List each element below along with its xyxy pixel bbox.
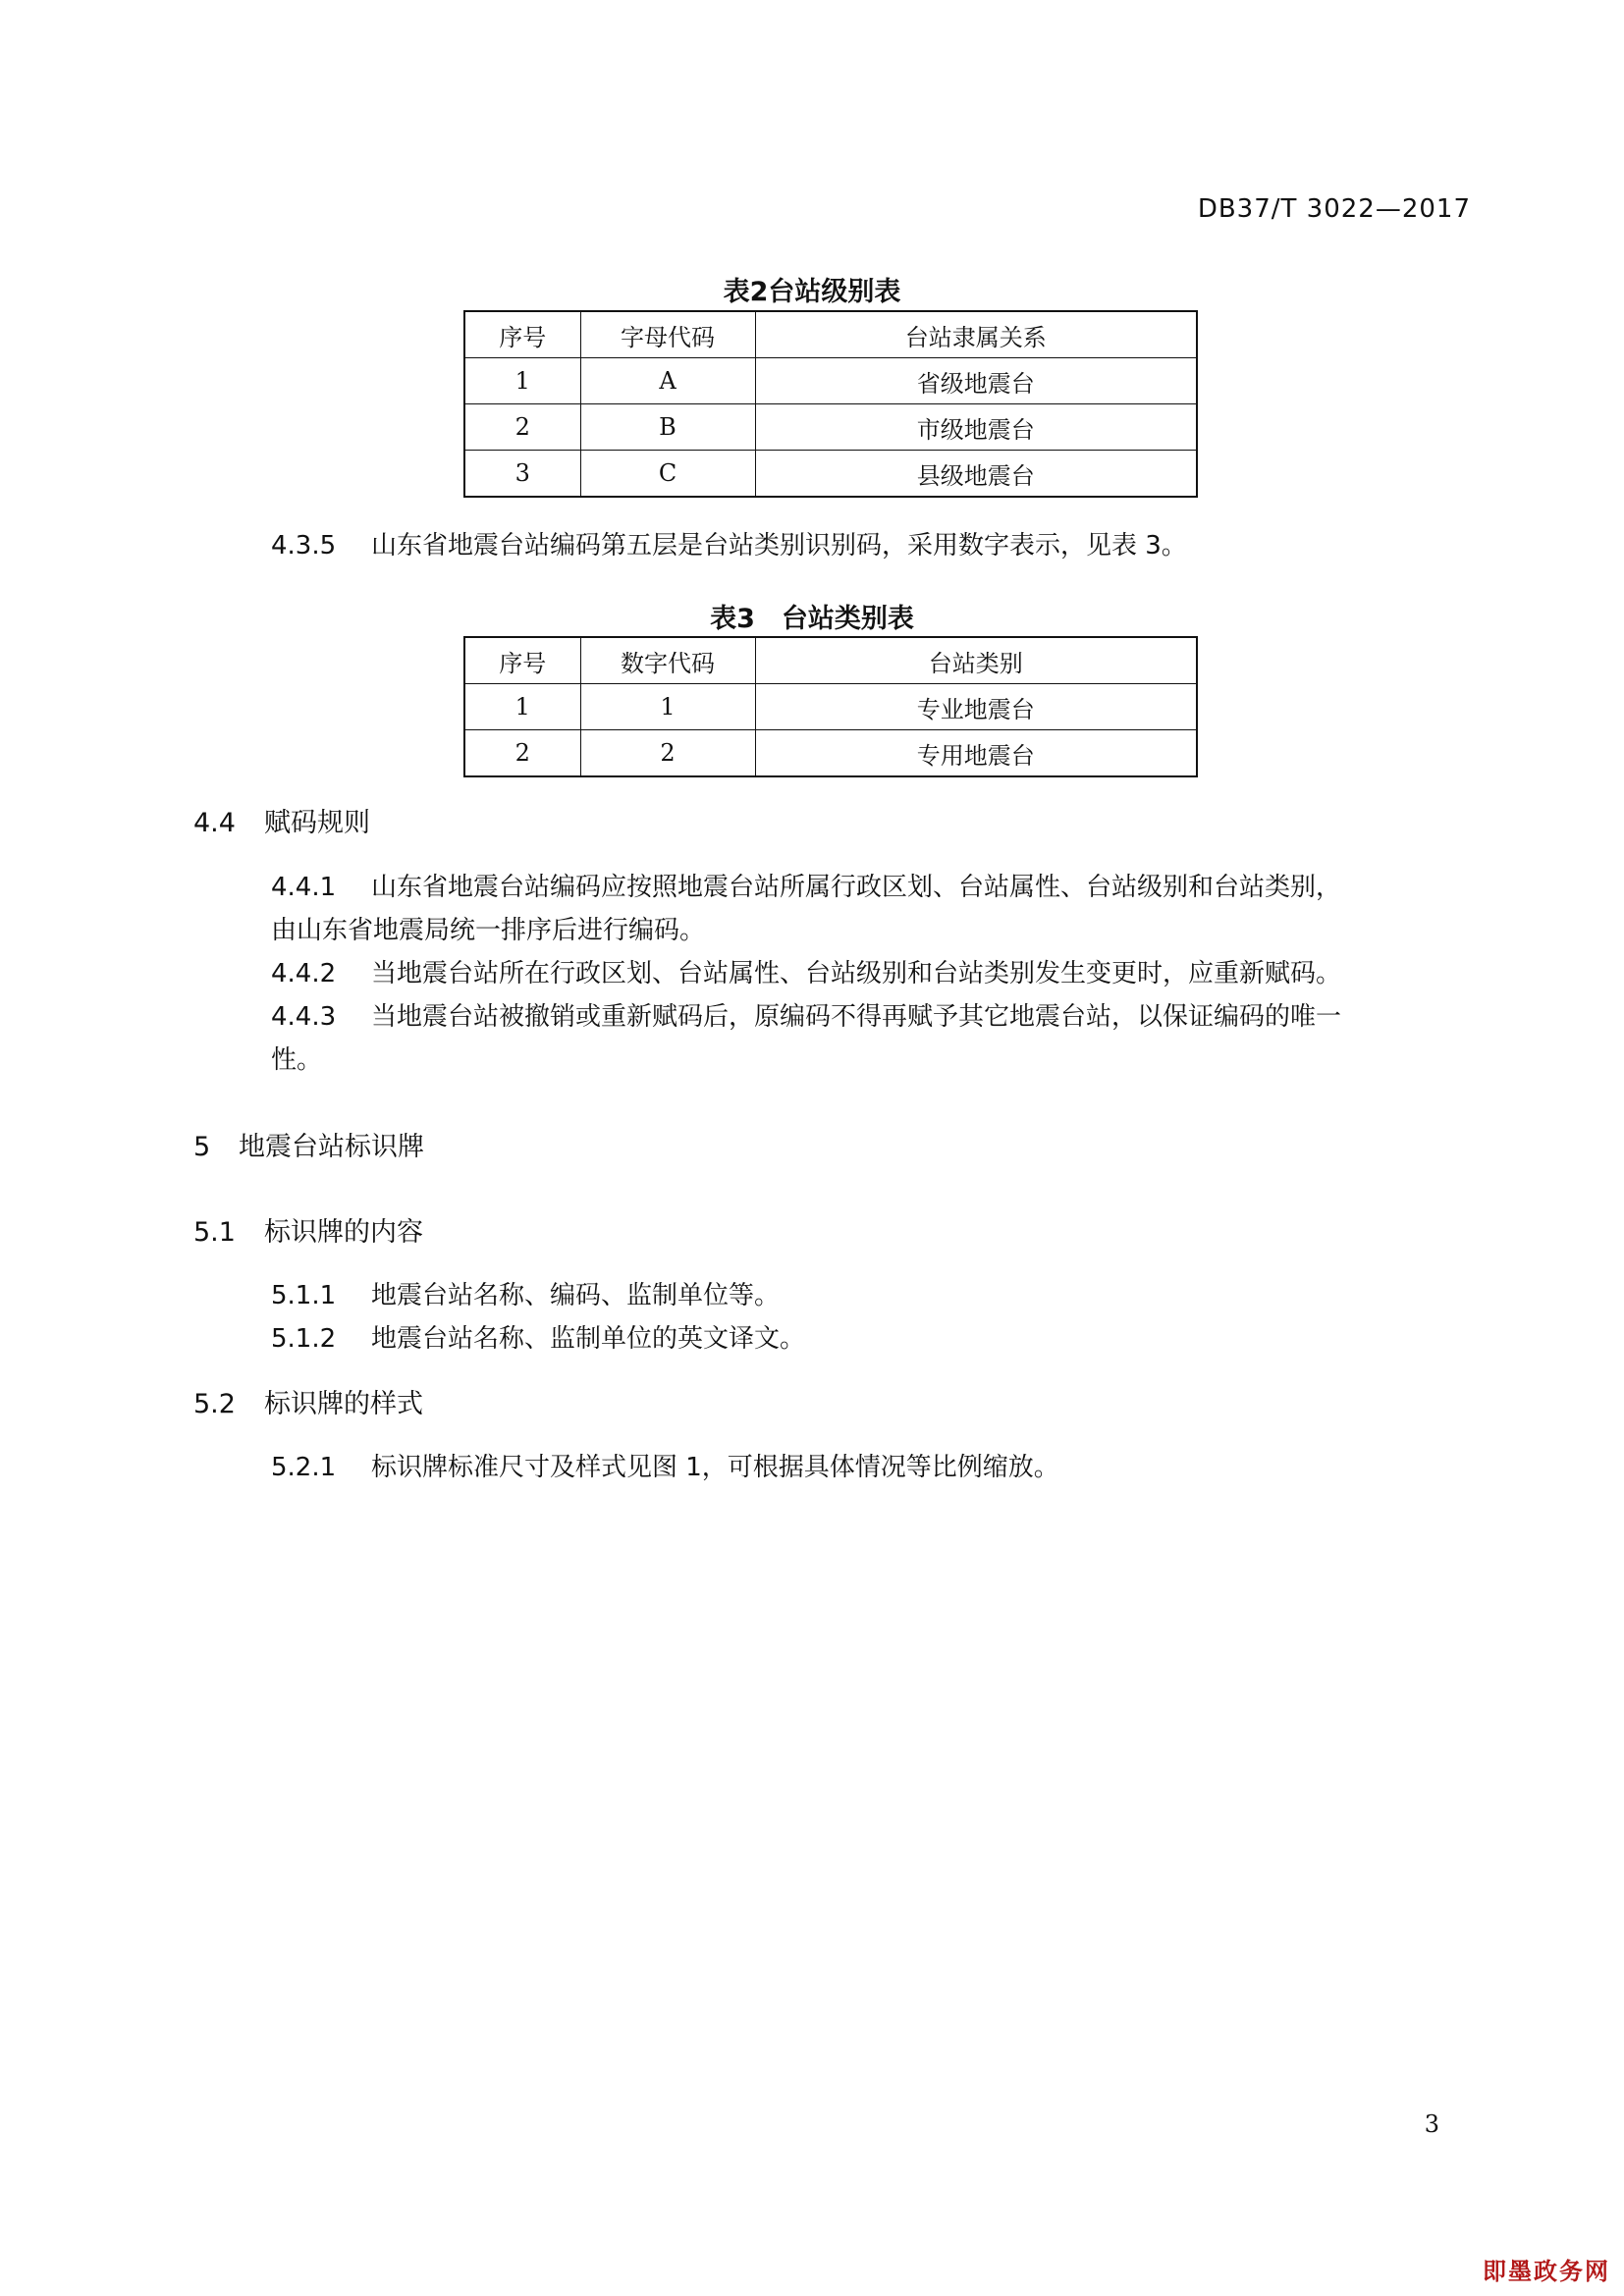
clause-text: 地震台站名称、监制单位的英文译文。 — [371, 1324, 806, 1354]
watermark-logo: 即墨政务网 — [1483, 2258, 1610, 2285]
table-header-cell: 字母代码 — [580, 311, 755, 358]
clause-5-2-1 — [271, 1446, 1059, 1489]
table-header-cell: 序号 — [464, 311, 580, 358]
clause-text: 地震台站名称、编码、监制单位等。 — [371, 1281, 781, 1310]
document-code: DB37/T 3022—2017 — [1197, 194, 1471, 224]
clause-text: 当地震台站被撤销或重新赋码后，原编码不得再赋予其它地震台站，以保证编码的唯一 — [371, 1002, 1342, 1032]
section-title: 地震台站标识牌 — [239, 1132, 424, 1162]
table2-caption: 表2台站级别表 — [723, 277, 901, 307]
table-cell: 专业地震台 — [755, 684, 1197, 730]
clause-4-4-1 — [271, 866, 1341, 909]
clause-5-1-1 — [271, 1274, 780, 1317]
table-cell: 2 — [580, 730, 755, 777]
section-title: 标识牌的内容 — [264, 1217, 423, 1248]
clause-text: 山东省地震台站编码第五层是台站类别识别码，采用数字表示，见表 3。 — [371, 531, 1187, 561]
section-number: 4.4 — [193, 808, 236, 838]
clause-text: 山东省地震台站编码应按照地震台站所属行政区划、台站属性、台站级别和台站类别， — [371, 873, 1342, 902]
table-cell: 2 — [464, 730, 580, 777]
section-5-1-heading — [193, 1210, 423, 1249]
table-row — [464, 404, 1197, 451]
table-cell: 1 — [464, 684, 580, 730]
clause-number: 5.2.1 — [271, 1453, 337, 1482]
table-cell: A — [580, 358, 755, 404]
clause-text: 当地震台站所在行政区划、台站属性、台站级别和台站类别发生变更时，应重新赋码。 — [371, 959, 1342, 988]
section-number: 5.1 — [193, 1217, 236, 1248]
table-header-cell: 序号 — [464, 637, 580, 684]
clause-4-4-3 — [271, 995, 1341, 1039]
table-row — [464, 730, 1197, 777]
section-number: 5 — [193, 1132, 211, 1162]
table-cell: 省级地震台 — [755, 358, 1197, 404]
table-row — [464, 684, 1197, 730]
section-5-2-heading — [193, 1382, 423, 1420]
table-cell: 专用地震台 — [755, 730, 1197, 777]
page-number: 3 — [1424, 2110, 1439, 2138]
clause-4-3-5 — [271, 524, 1187, 567]
table-header-cell: 台站隶属关系 — [755, 311, 1197, 358]
section-5-heading — [193, 1125, 424, 1163]
table-cell: 2 — [464, 404, 580, 451]
clause-number: 4.3.5 — [271, 531, 337, 561]
table-cell: 3 — [464, 451, 580, 498]
clause-number: 5.1.2 — [271, 1324, 337, 1354]
section-title: 标识牌的样式 — [264, 1389, 423, 1419]
table-header-cell: 台站类别 — [755, 637, 1197, 684]
table3-caption: 表3 台站类别表 — [710, 604, 914, 634]
table-row — [464, 358, 1197, 404]
section-4-4-heading — [193, 801, 370, 839]
clause-number: 4.4.2 — [271, 959, 337, 988]
table-cell: 1 — [464, 358, 580, 404]
table-cell: 市级地震台 — [755, 404, 1197, 451]
clause-5-1-2 — [271, 1317, 805, 1361]
table-header-row — [464, 311, 1197, 358]
clause-number: 4.4.3 — [271, 1002, 337, 1032]
table-row — [464, 451, 1197, 498]
section-number: 5.2 — [193, 1389, 236, 1419]
table3 — [463, 636, 1198, 777]
clause-4-4-1-continued: 由山东省地震局统一排序后进行编码。 — [271, 916, 706, 945]
table-cell: 1 — [580, 684, 755, 730]
table-header-row — [464, 637, 1197, 684]
clause-4-4-3-continued: 性。 — [271, 1045, 323, 1075]
table2 — [463, 310, 1198, 498]
clause-number: 5.1.1 — [271, 1281, 337, 1310]
section-title: 赋码规则 — [264, 808, 370, 838]
table-cell: C — [580, 451, 755, 498]
clause-number: 4.4.1 — [271, 873, 337, 902]
table-cell: B — [580, 404, 755, 451]
table-header-cell: 数字代码 — [580, 637, 755, 684]
clause-text: 标识牌标准尺寸及样式见图 1，可根据具体情况等比例缩放。 — [371, 1453, 1059, 1482]
table-cell: 县级地震台 — [755, 451, 1197, 498]
clause-4-4-2 — [271, 952, 1341, 995]
